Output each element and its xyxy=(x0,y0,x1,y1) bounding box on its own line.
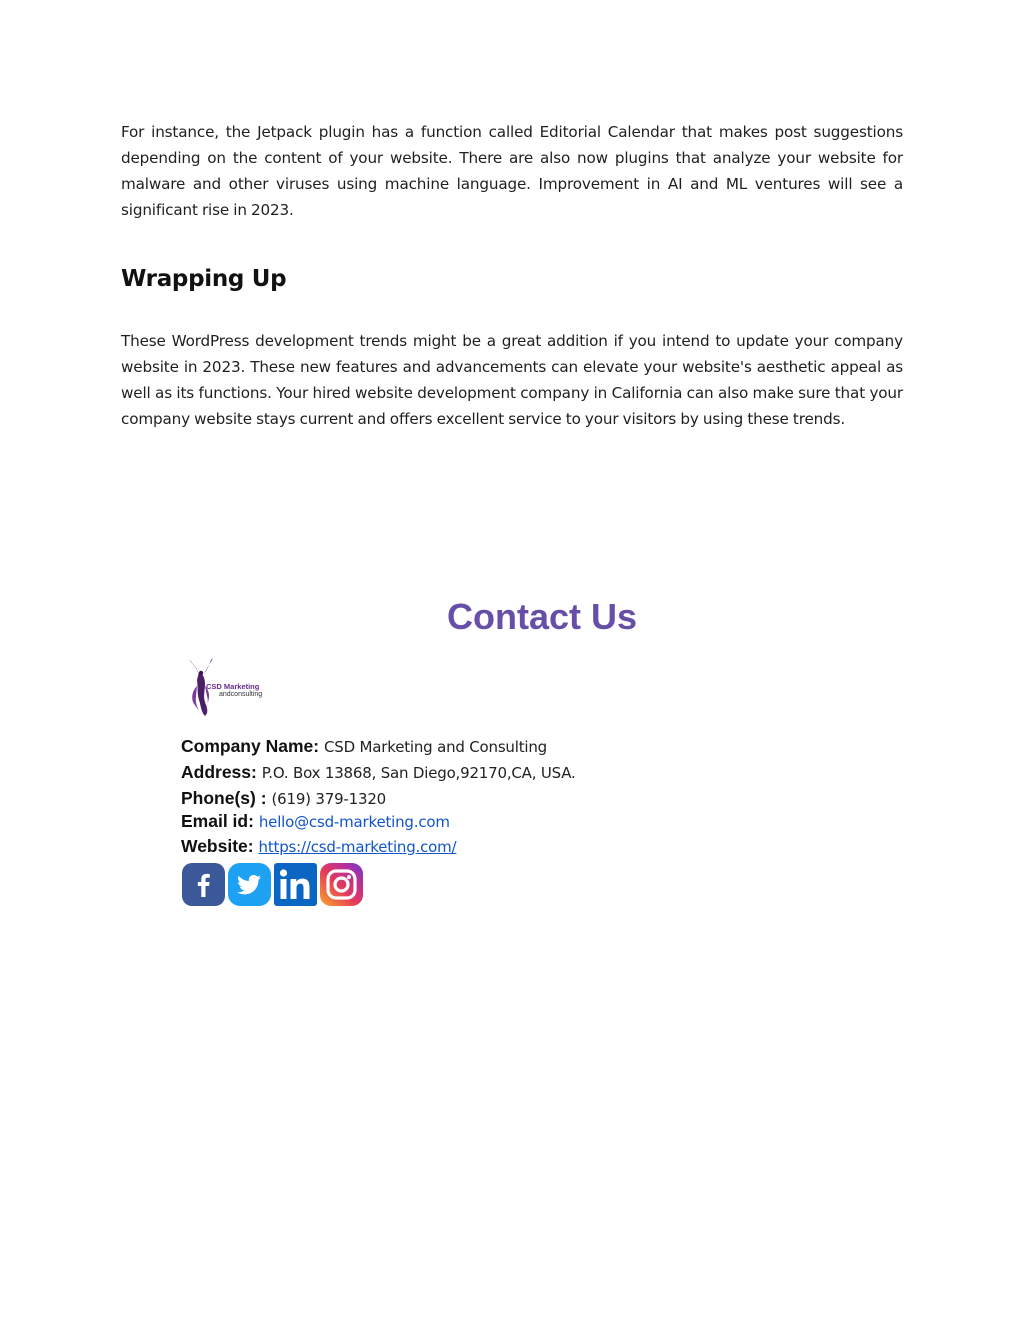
linkedin-icon[interactable] xyxy=(274,863,317,906)
email-link[interactable]: hello@csd-marketing.com xyxy=(258,813,450,831)
website-label: Website: xyxy=(181,836,254,856)
phone-value: (619) 379-1320 xyxy=(271,790,387,808)
facebook-icon[interactable] xyxy=(182,863,225,906)
website-link[interactable]: https://csd-marketing.com/ xyxy=(258,838,457,856)
address-label: Address: xyxy=(181,762,257,782)
logo-subtext: andconsulting xyxy=(219,691,263,698)
company-name-row xyxy=(181,736,547,757)
company-logo xyxy=(183,656,293,718)
website-row xyxy=(181,836,456,857)
body-paragraph: These WordPress development trends might be a great addition if you intend to update your company website in 2023. These new features and advancements can elevate your website's aesthetic appeal as well as its functions. Your hired website development company in California can also make sure that your company website stays current and offers excellent service to your visitors by using these trends. xyxy=(121,332,903,428)
address-row xyxy=(181,762,576,783)
logo-text: CSD Marketing xyxy=(206,682,260,691)
section-heading: Wrapping Up xyxy=(121,266,287,292)
address-value: P.O. Box 13868, San Diego,92170,CA, USA. xyxy=(261,764,576,782)
email-label: Email id: xyxy=(181,811,254,831)
instagram-icon[interactable] xyxy=(320,863,363,906)
body-paragraph: For instance, the Jetpack plugin has a function called Editorial Calendar that makes post suggestions depending on the content of your website. There are also now plugins that analyze your website for malware and other viruses using machine language. Improvement in AI and ML ventures will see a significant rise in 2023. xyxy=(121,123,903,219)
twitter-icon[interactable] xyxy=(228,863,271,906)
company-name-label: Company Name: xyxy=(181,736,320,756)
company-name-value: CSD Marketing and Consulting xyxy=(324,738,547,756)
email-row xyxy=(181,811,450,832)
contact-title: Contact Us xyxy=(446,596,638,637)
phone-label: Phone(s) : xyxy=(181,788,267,808)
phone-row xyxy=(181,788,386,809)
